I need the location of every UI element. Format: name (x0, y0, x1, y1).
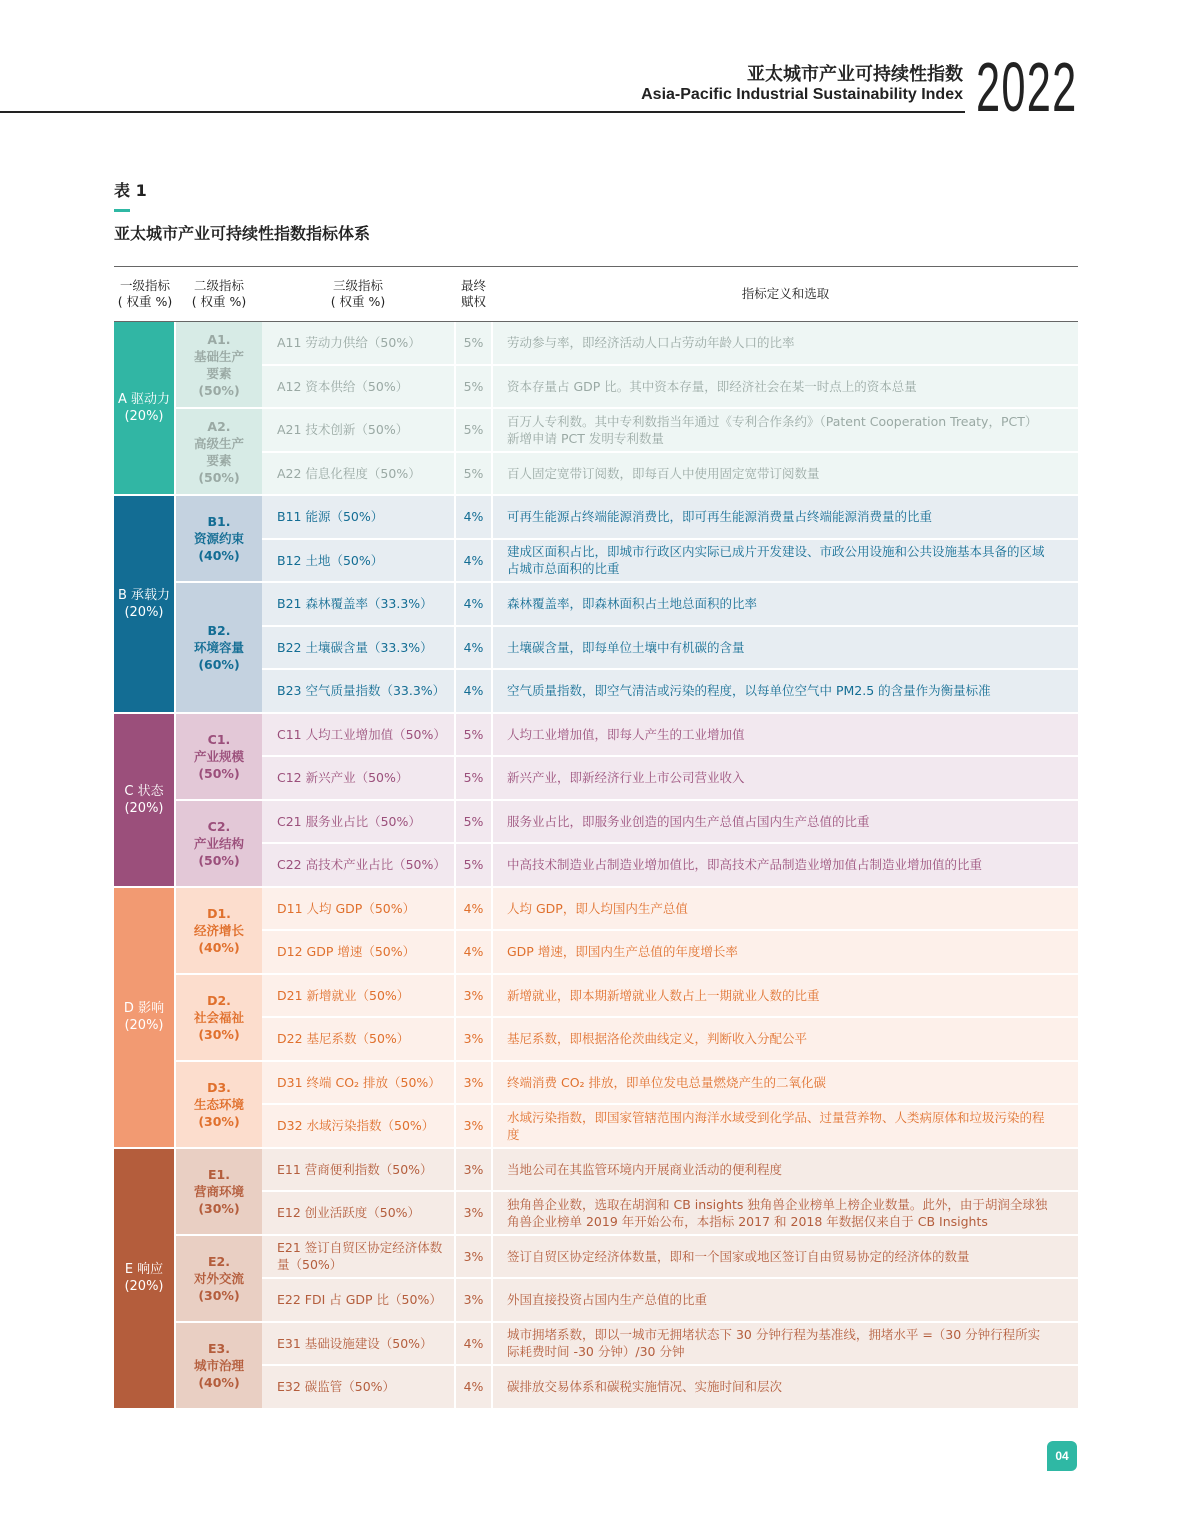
level2-group: E3. 城市治理 (40%) (176, 1323, 262, 1410)
final-weight-value: 3% (454, 1018, 493, 1062)
header-level3: 三级指标 ( 权重 %) (262, 267, 454, 322)
final-weight-value: 3% (454, 1236, 493, 1280)
level3-indicator-name: E11 营商便利指数（50%） (262, 1149, 454, 1193)
level3-indicator-name: A12 资本供给（50%） (262, 366, 454, 410)
indicator-definition: 中高技术制造业占制造业增加值比，即高技术产品制造业增加值占制造业增加值的比重 (493, 844, 1078, 888)
level2-group: D3. 生态环境 (30%) (176, 1062, 262, 1149)
level2-group: D2. 社会福祉 (30%) (176, 975, 262, 1062)
level2-group: C2. 产业结构 (50%) (176, 801, 262, 888)
final-weight-value: 5% (454, 453, 493, 497)
level1-section-e: E 响应 (20%) (114, 1149, 176, 1410)
level3-indicator-name: A21 技术创新（50%） (262, 409, 454, 453)
indicator-definition: 百万人专利数。其中专利数指当年通过《专利合作条约》（Patent Cooperation Treaty，PCT）新增申请 PCT 发明专利数量 (493, 409, 1078, 453)
level3-indicator-name: D32 水域污染指数（50%） (262, 1105, 454, 1149)
level3-indicator-name: A22 信息化程度（50%） (262, 453, 454, 497)
final-weight-value: 4% (454, 583, 493, 627)
level3-indicator-name: D11 人均 GDP（50%） (262, 888, 454, 932)
indicator-definition: 外国直接投资占国内生产总值的比重 (493, 1279, 1078, 1323)
header-final-weight: 最终 赋权 (454, 267, 493, 322)
level3-indicator-name: B23 空气质量指数（33.3%） (262, 670, 454, 714)
indicator-definition: 人均 GDP，即人均国内生产总值 (493, 888, 1078, 932)
indicator-definition: 建成区面积占比，即城市行政区内实际已成片开发建设、市政公用设施和公共设施基本具备的区域占城市总面积的比重 (493, 540, 1078, 584)
level3-indicator-name: E21 签订自贸区协定经济体数量（50%） (262, 1236, 454, 1280)
final-weight-value: 3% (454, 1105, 493, 1149)
level3-indicator-name: E22 FDI 占 GDP 比（50%） (262, 1279, 454, 1323)
final-weight-value: 4% (454, 931, 493, 975)
level1-section-b: B 承载力 (20%) (114, 496, 176, 714)
indicator-definition: 碳排放交易体系和碳税实施情况、实施时间和层次 (493, 1366, 1078, 1410)
indicator-definition: 可再生能源占终端能源消费比，即可再生能源消费量占终端能源消费量的比重 (493, 496, 1078, 540)
indicator-definition: 城市拥堵系数，即以一城市无拥堵状态下 30 分钟行程为基准线，拥堵水平 =（30 分钟行程所实际耗费时间 -30 分钟）/30 分钟 (493, 1323, 1078, 1367)
indicator-definition: 土壤碳含量，即每单位土壤中有机碳的含量 (493, 627, 1078, 671)
level2-group: A1. 基础生产 要素 (50%) (176, 322, 262, 409)
final-weight-value: 4% (454, 1366, 493, 1410)
level2-group: B1. 资源约束 (40%) (176, 496, 262, 583)
level3-indicator-name: E32 碳监管（50%） (262, 1366, 454, 1410)
header-rule (0, 111, 965, 113)
page-number-badge: 04 (1047, 1441, 1077, 1471)
final-weight-value: 5% (454, 801, 493, 845)
header-year: 2022 (976, 48, 1078, 126)
level2-group: E2. 对外交流 (30%) (176, 1236, 262, 1323)
indicator-table (114, 266, 1078, 1410)
indicator-definition: 服务业占比，即服务业创造的国内生产总值占国内生产总值的比重 (493, 801, 1078, 845)
final-weight-value: 4% (454, 540, 493, 584)
table-title: 亚太城市产业可持续性指数指标体系 (114, 224, 371, 243)
level2-group: D1. 经济增长 (40%) (176, 888, 262, 975)
indicator-definition: 资本存量占 GDP 比。其中资本存量，即经济社会在某一时点上的资本总量 (493, 366, 1078, 410)
final-weight-value: 5% (454, 844, 493, 888)
level3-indicator-name: D21 新增就业（50%） (262, 975, 454, 1019)
level3-indicator-name: C12 新兴产业（50%） (262, 757, 454, 801)
indicator-definition: 水域污染指数，即国家管辖范围内海洋水域受到化学品、过量营养物、人类病原体和垃圾污染的程度 (493, 1105, 1078, 1149)
indicator-definition: 人均工业增加值，即每人产生的工业增加值 (493, 714, 1078, 758)
final-weight-value: 5% (454, 714, 493, 758)
final-weight-value: 5% (454, 757, 493, 801)
final-weight-value: 4% (454, 627, 493, 671)
indicator-definition: 劳动参与率，即经济活动人口占劳动年龄人口的比率 (493, 322, 1078, 366)
level2-group: B2. 环境容量 (60%) (176, 583, 262, 714)
indicator-definition: 独角兽企业数，选取在胡润和 CB insights 独角兽企业榜单上榜企业数量。此外，由于胡润全球独角兽企业榜单 2019 年开始公布，本指标 2017 和 2018 年数据仅来自于 CB Insights (493, 1192, 1078, 1236)
level3-indicator-name: B21 森林覆盖率（33.3%） (262, 583, 454, 627)
header-level2: 二级指标 ( 权重 %) (176, 267, 262, 322)
indicator-definition: 签订自贸区协定经济体数量，即和一个国家或地区签订自由贸易协定的经济体的数量 (493, 1236, 1078, 1280)
level3-indicator-name: B12 土地（50%） (262, 540, 454, 584)
final-weight-value: 3% (454, 1149, 493, 1193)
indicator-definition: 空气质量指数，即空气清洁或污染的程度，以每单位空气中 PM2.5 的含量作为衡量标准 (493, 670, 1078, 714)
level3-indicator-name: D22 基尼系数（50%） (262, 1018, 454, 1062)
final-weight-value: 4% (454, 888, 493, 932)
title-accent-bar (114, 209, 130, 212)
level1-section-a: A 驱动力 (20%) (114, 322, 176, 496)
level3-indicator-name: B22 土壤碳含量（33.3%） (262, 627, 454, 671)
level3-indicator-name: E12 创业活跃度（50%） (262, 1192, 454, 1236)
indicator-definition: 基尼系数，即根据洛伦茨曲线定义，判断收入分配公平 (493, 1018, 1078, 1062)
final-weight-value: 4% (454, 496, 493, 540)
header-title-en: Asia-Pacific Industrial Sustainability Index (641, 86, 963, 103)
final-weight-value: 3% (454, 975, 493, 1019)
header-level1: 一级指标 ( 权重 %) (114, 267, 176, 322)
level3-indicator-name: C22 高技术产业占比（50%） (262, 844, 454, 888)
level3-indicator-name: E31 基础设施建设（50%） (262, 1323, 454, 1367)
indicator-definition: GDP 增速，即国内生产总值的年度增长率 (493, 931, 1078, 975)
table-number: 表 1 (114, 181, 147, 200)
indicator-definition: 百人固定宽带订阅数，即每百人中使用固定宽带订阅数量 (493, 453, 1078, 497)
level3-indicator-name: D12 GDP 增速（50%） (262, 931, 454, 975)
level3-indicator-name: C11 人均工业增加值（50%） (262, 714, 454, 758)
level3-indicator-name: A11 劳动力供给（50%） (262, 322, 454, 366)
level3-indicator-name: D31 终端 CO₂ 排放（50%） (262, 1062, 454, 1106)
final-weight-value: 3% (454, 1062, 493, 1106)
indicator-definition: 新增就业，即本期新增就业人数占上一期就业人数的比重 (493, 975, 1078, 1019)
final-weight-value: 5% (454, 366, 493, 410)
final-weight-value: 5% (454, 409, 493, 453)
indicator-definition: 终端消费 CO₂ 排放，即单位发电总量燃烧产生的二氧化碳 (493, 1062, 1078, 1106)
final-weight-value: 3% (454, 1279, 493, 1323)
final-weight-value: 3% (454, 1192, 493, 1236)
indicator-definition: 森林覆盖率，即森林面积占土地总面积的比率 (493, 583, 1078, 627)
final-weight-value: 4% (454, 1323, 493, 1367)
level3-indicator-name: C21 服务业占比（50%） (262, 801, 454, 845)
level1-section-c: C 状态 (20%) (114, 714, 176, 888)
header-definition: 指标定义和选取 (493, 267, 1078, 322)
indicator-definition: 新兴产业，即新经济行业上市公司营业收入 (493, 757, 1078, 801)
level2-group: A2. 高级生产 要素 (50%) (176, 409, 262, 496)
level1-section-d: D 影响 (20%) (114, 888, 176, 1149)
header-title-cn: 亚太城市产业可持续性指数 (747, 64, 963, 85)
level3-indicator-name: B11 能源（50%） (262, 496, 454, 540)
final-weight-value: 5% (454, 322, 493, 366)
level2-group: E1. 营商环境 (30%) (176, 1149, 262, 1236)
level2-group: C1. 产业规模 (50%) (176, 714, 262, 801)
final-weight-value: 4% (454, 670, 493, 714)
indicator-definition: 当地公司在其监管环境内开展商业活动的便利程度 (493, 1149, 1078, 1193)
